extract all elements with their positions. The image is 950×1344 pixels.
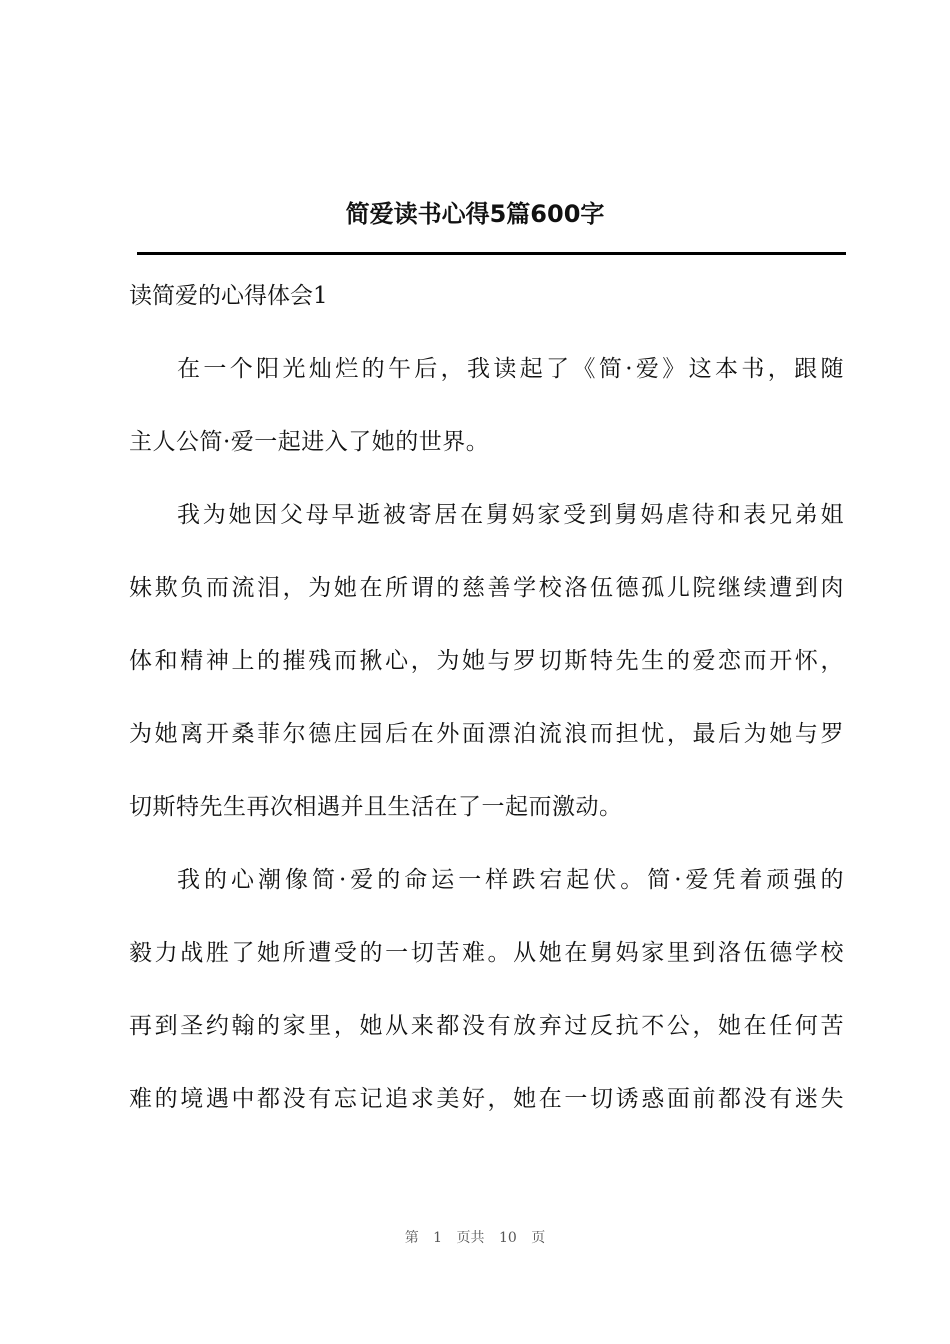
paragraph-line: 切斯特先生再次相遇并且生活在了一起而激动。 [129,794,623,820]
paragraph-line: 体和精神上的摧残而揪心，为她与罗切斯特先生的爱恋而开怀， [129,648,844,674]
section-heading: 读简爱的心得体会1 [129,283,328,309]
paragraph-2 [129,497,844,825]
paragraph-line: 毅力战胜了她所遭受的一切苦难。从她在舅妈家里到洛伍德学校 [129,940,844,966]
paragraph-line: 妹欺负而流泪，为她在所谓的慈善学校洛伍德孤儿院继续遭到肉 [129,575,844,601]
paragraph-line: 我的心潮像简·爱的命运一样跌宕起伏。简·爱凭着顽强的 [177,867,844,893]
paragraph-line: 主人公简·爱一起进入了她的世界。 [129,429,490,455]
paragraph-line: 再到圣约翰的家里，她从来都没有放弃过反抗不公，她在任何苦 [129,1013,844,1039]
paragraph-line: 在一个阳光灿烂的午后，我读起了《简·爱》这本书，跟随 [177,356,844,382]
paragraph-line: 难的境遇中都没有忘记追求美好，她在一切诱惑面前都没有迷失 [129,1086,844,1112]
paragraph-line: 我为她因父母早逝被寄居在舅妈家受到舅妈虐待和表兄弟姐 [177,502,844,528]
paragraph-1 [129,351,844,460]
document-body [129,278,844,1154]
document-title: 简爱读书心得5篇600字 [345,200,605,228]
paragraph-line: 为她离开桑菲尔德庄园后在外面漂泊流浪而担忧，最后为她与罗 [129,721,844,747]
paragraph-3 [129,862,844,1117]
title-divider [137,252,846,255]
page-footer: 第 1 页共 10 页 [404,1230,546,1246]
